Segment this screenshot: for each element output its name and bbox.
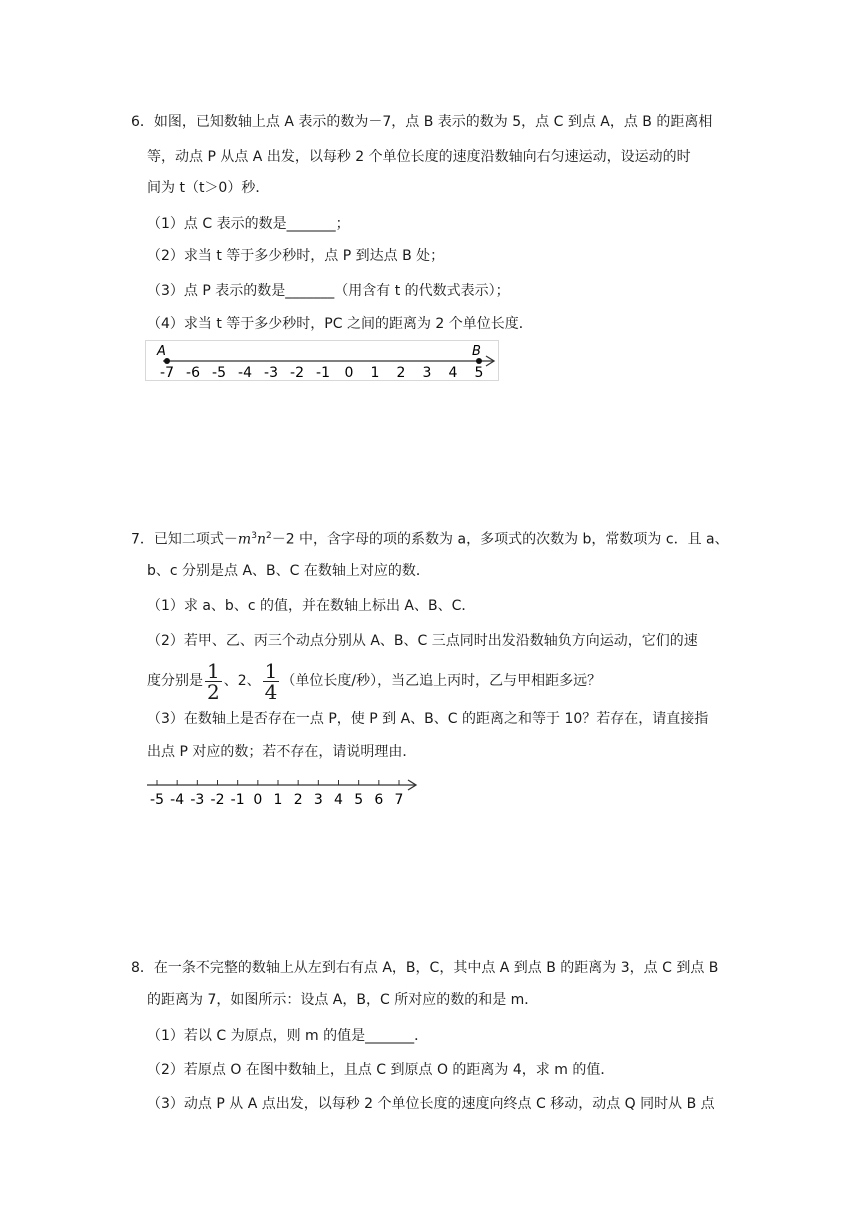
tick-label: -4 — [238, 365, 252, 381]
q8-sub-1: （1）若以 C 为原点，则 m 的值是_______． — [147, 1028, 429, 1044]
tick-label: 6 — [374, 792, 384, 808]
q7-sub-1: （1）求 a、b、c 的值，并在数轴上标出 A、B、C． — [147, 598, 476, 614]
q6-line-1: 6．如图，已知数轴上点 A 表示的数为－7，点 B 表示的数为 5，点 C 到点 A，点 B 的距离相 — [131, 114, 713, 130]
tick-label: 0 — [253, 792, 263, 808]
tick-label: 5 — [354, 792, 364, 808]
q7-exp-m: 3 — [251, 531, 257, 541]
q7-sub-2b-pre: 度分别是 — [147, 673, 203, 689]
tick-label: 0 — [344, 365, 354, 381]
point-b-label: B — [472, 344, 481, 359]
q6-line-3: 间为 t（t＞0）秒． — [147, 180, 270, 196]
fraction-one-quarter: $\frac{1}{4}$ — [264, 658, 278, 704]
tick-label: -3 — [190, 792, 205, 808]
q8-line-1: 8．在一条不完整的数轴上从左到右有点 A，B，C，其中点 A 到点 B 的距离为 3，点 C 到点 B — [131, 960, 719, 976]
fraction-one-half: $\frac{1}{2}$ — [207, 658, 220, 704]
q6-number-line — [145, 340, 500, 382]
q8-line-2: 的距离为 7，如图所示：设点 A，B，C 所对应的数的和是 m． — [147, 992, 539, 1008]
tick-label: 1 — [273, 792, 283, 808]
tick-label: -5 — [212, 365, 226, 381]
q7-sub-3: （3）在数轴上是否存在一点 P，使 P 到 A、B、C 的距离之和等于 10？若存在，请直接指 — [147, 711, 709, 727]
tick-label: 4 — [448, 365, 458, 381]
q7-sub-3b: 出点 P 对应的数；若不存在，请说明理由． — [147, 744, 417, 760]
tick-label: -4 — [170, 792, 185, 808]
q7-var-m: m — [237, 531, 252, 548]
q6-sub-1: （1）点 C 表示的数是_______； — [147, 216, 350, 232]
tick-label: -5 — [150, 792, 164, 808]
tick-label: 3 — [422, 365, 432, 381]
q7-exp-n: 2 — [265, 531, 272, 541]
tick-label: 4 — [334, 792, 343, 808]
tick-label: -1 — [230, 792, 245, 808]
q7-line-1-pre: 7．已知二项式－ — [131, 531, 238, 548]
tick-label: 1 — [370, 365, 380, 381]
tick-label: -2 — [210, 792, 225, 808]
tick-label: 2 — [293, 792, 303, 808]
tick-label: -6 — [186, 365, 200, 381]
tick-label: 7 — [394, 792, 404, 808]
q7-sub-2b-mid: 、2、 — [223, 673, 261, 689]
q7-sub-2b — [147, 660, 601, 702]
q7-var-n: n — [256, 531, 266, 548]
q7-line-1 — [131, 526, 729, 550]
tick-label: -1 — [316, 365, 330, 381]
q6-tick-labels — [160, 365, 483, 381]
q7-number-line — [143, 772, 425, 808]
tick-label: 3 — [313, 792, 323, 808]
q6-sub-4: （4）求当 t 等于多少秒时，PC 之间的距离为 2 个单位长度． — [147, 316, 533, 332]
q8-sub-3: （3）动点 P 从 A 点出发，以每秒 2 个单位长度的速度向终点 C 移动，动点 Q 同时从 B 点 — [147, 1096, 715, 1112]
tick-label: -7 — [160, 365, 174, 381]
q7-line-2: b、c 分别是点 A、B、C 在数轴上对应的数． — [147, 563, 430, 579]
q6-line-2: 等，动点 P 从点 A 出发，以每秒 2 个单位长度的速度沿数轴向右匀速运动，设运动的时 — [147, 149, 691, 165]
q7-sub-2b-post: （单位长度/秒），当乙追上丙时，乙与甲相距多远？ — [281, 673, 602, 689]
tick-label: 5 — [474, 365, 484, 381]
q7-tick-marks — [150, 780, 403, 808]
q6-sub-2: （2）求当 t 等于多少秒时，点 P 到达点 B 处； — [147, 248, 445, 264]
tick-label: -2 — [290, 365, 304, 381]
q7-sub-2: （2）若甲、乙、丙三个动点分别从 A、B、C 三点同时出发沿数轴负方向运动，它们的速 — [147, 633, 698, 649]
point-a-label: A — [157, 344, 166, 359]
tick-label: -3 — [264, 365, 278, 381]
q7-line-1-post: －2 中，含字母的项的系数为 a，多项式的次数为 b，常数项为 c．且 a、 — [271, 531, 729, 548]
q6-sub-3: （3）点 P 表示的数是_______（用含有 t 的代数式表示）； — [147, 283, 510, 299]
tick-label: 2 — [396, 365, 406, 381]
q8-sub-2: （2）若原点 O 在图中数轴上，且点 C 到原点 O 的距离为 4，求 m 的值． — [147, 1062, 615, 1078]
